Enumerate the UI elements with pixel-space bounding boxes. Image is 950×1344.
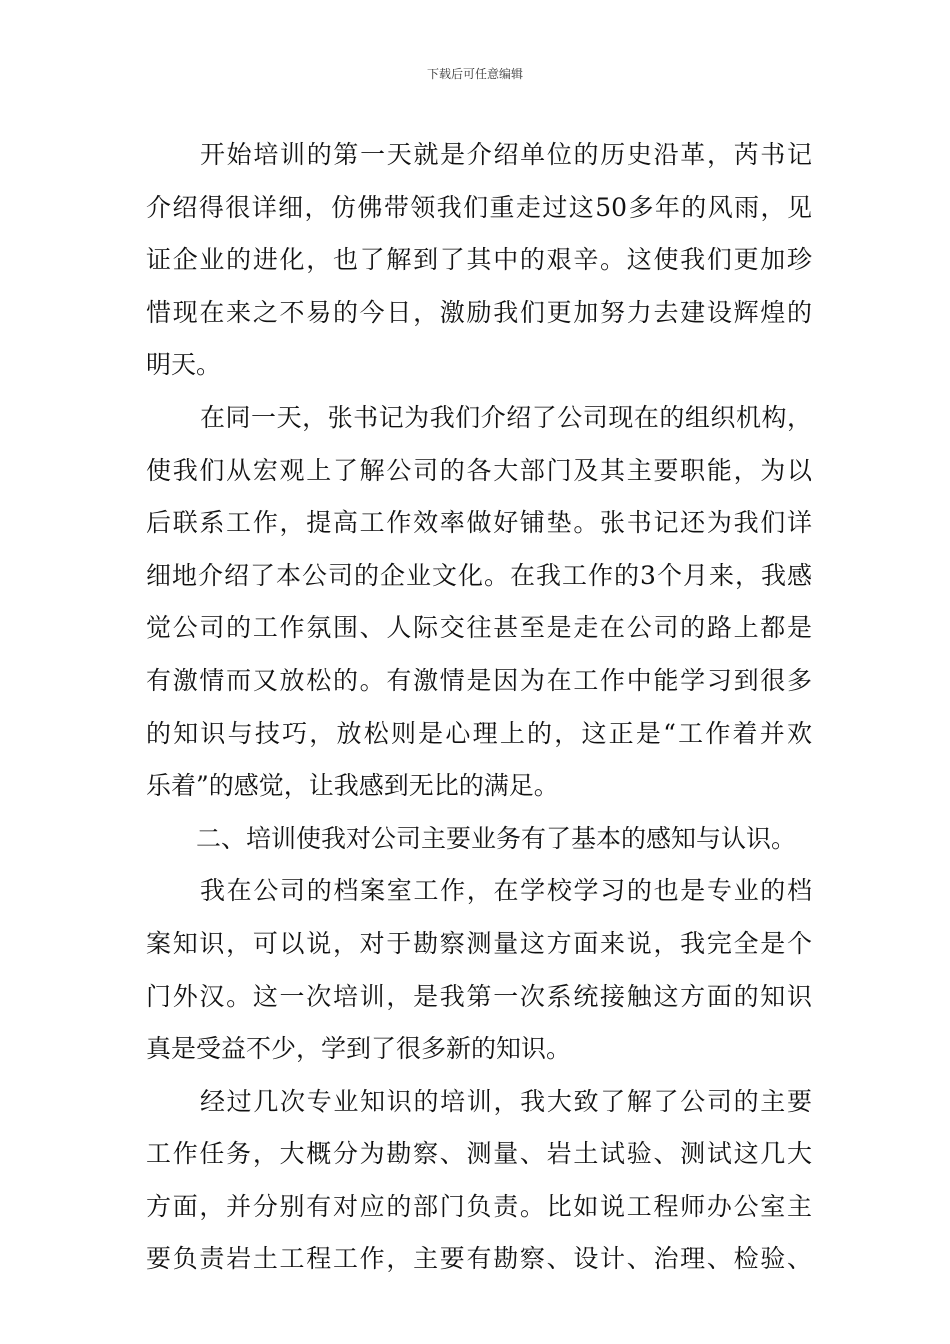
text-line: 有激情而又放松的。有激情是因为在工作中能学习到很多 [146,665,812,695]
text-line: 真是受益不少，学到了很多新的知识。 [146,1034,572,1064]
header-note: 下载后可任意编辑 [426,67,523,81]
text-line: 工作任务，大概分为勘察、测量、岩土试验、测试这几大 [146,1139,812,1169]
text-line: 使我们从宏观上了解公司的各大部门及其主要职能，为以 [146,455,812,485]
paragraph [146,1076,812,1286]
text-line: 方面，并分别有对应的部门负责。比如说工程师办公室主 [146,1191,812,1221]
text-line: 案知识，可以说，对于勘察测量这方面来说，我完全是个 [146,928,812,958]
document-body [146,129,812,1286]
text-line: 惜现在来之不易的今日，激励我们更加努力去建设辉煌的 [146,297,812,327]
text-line: 在同一天，张书记为我们介绍了公司现在的组织机构， [200,402,812,432]
text-line: 后联系工作，提高工作效率做好铺垫。张书记还为我们详 [146,508,812,538]
text-line: 经过几次专业知识的培训，我大致了解了公司的主要 [200,1086,812,1116]
text-line: 介绍得很详细，仿佛带领我们重走过这50多年的风雨，见 [146,192,812,222]
text-line: 二、培训使我对公司主要业务有了基本的感知与认识。 [196,823,797,853]
text-line: 证企业的进化，也了解到了其中的艰辛。这使我们更加珍 [146,245,812,275]
text-line: 觉公司的工作氛围、人际交往甚至是走在公司的路上都是 [146,613,812,643]
text-line: 细地介绍了本公司的企业文化。在我工作的3个月来，我感 [146,560,812,590]
paragraph [146,392,812,813]
section-heading [146,813,812,866]
text-line: 的知识与技巧，放松则是心理上的，这正是“工作着并欢 [146,718,812,748]
text-line: 乐着”的感觉，让我感到无比的满足。 [146,771,559,801]
text-line: 要负责岩土工程工作，主要有勘察、设计、治理、检验、 [146,1244,812,1274]
text-line: 开始培训的第一天就是介绍单位的历史沿革，芮书记 [200,140,812,169]
paragraph [146,129,812,392]
paragraph [146,865,812,1075]
text-line: 明天。 [146,350,222,380]
text-line: 门外汉。这一次培训，是我第一次系统接触这方面的知识 [146,981,812,1011]
text-line: 我在公司的档案室工作，在学校学习的也是专业的档 [200,876,812,906]
